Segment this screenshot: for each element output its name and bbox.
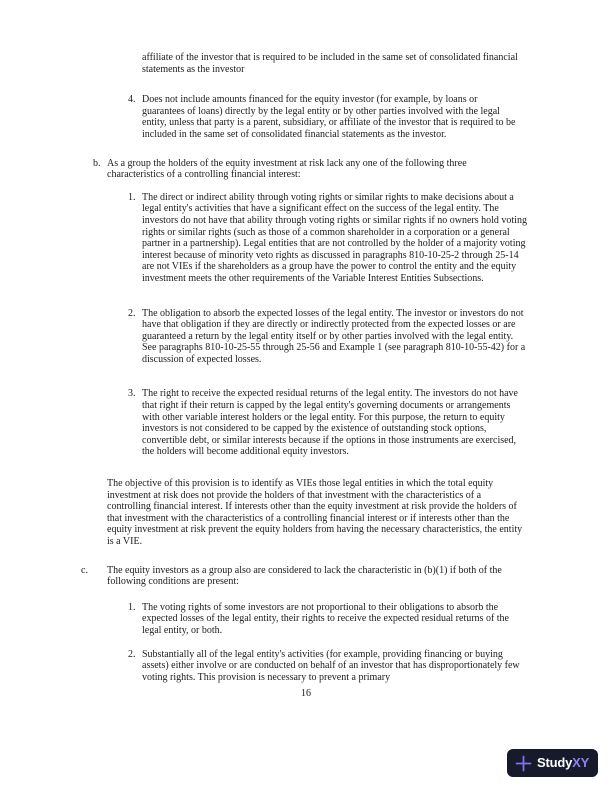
list-item-b1-text: The direct or indirect ability through voting rights or similar rights to make decisions about a legal entity's activities that have a significant effect on the success of the legal entity. The investors do not have that ability through voting rights or similar rights if no owners hold voting rights or similar rights (such as those of a common shareholder in a corporation or a general partner in a partnership). Legal entities that are not controlled by the holder of a majority voting interest because of minority veto rights as discussed in paragraphs 810-10-25-2 through 25-14 are not VIEs if the shareholders as a group have the power to control the entity and the equity investment meets the other requirements of the Variable Interest Entities Subsections. — [142, 191, 527, 284]
list-item-4-text: Does not include amounts financed for the equity investor (for example, by loans or guarantees of loans) directly by the legal entity or by other parties involved with the legal entity, unless that party is a parent, subsidiary, or affiliate of the investor that is required to be included in the same set of consolidated financial statements as the investor. — [142, 94, 516, 140]
list-item-4-label: 4. — [128, 94, 136, 106]
list-item-b2-text: The obligation to absorb the expected losses of the legal entity. The investor or investors do not have that obligation if they are directly or indirectly protected from the expected losses or are guaranteed a return by the legal entity itself or by other parties involved with the legal entity. See paragraphs 810-10-25-55 through 25-56 and Example 1 (see paragraph 810-10-55-42) for a discussion of expected losses. — [142, 307, 526, 365]
list-item-b1 — [128, 192, 612, 285]
studyxy-logo — [507, 749, 598, 777]
list-item-b3 — [128, 388, 612, 458]
continuation-paragraph: affiliate of the investor that is required to be included in the same set of consolidated financial statements as the investor — [142, 52, 518, 75]
list-item-c2-text: Substantially all of the legal entity's activities (for example, providing financing or buying assets) either involve or are conducted on behalf of an investor that has disproportionately few voting rights. This provision is necessary to prevent a primary — [142, 648, 520, 683]
list-item-b-text: As a group the holders of the equity investment at risk lack any one of the following three characteristics of a controlling financial interest: — [107, 157, 467, 181]
list-item-c1-label: 1. — [128, 601, 136, 613]
list-item-b3-text: The right to receive the expected residual returns of the legal entity. The investors do not have that right if their return is capped by the legal entity's governing documents or arrangements with other variable interest holders or the legal entity. For this purpose, the return to equity investors is not considered to be capped by the existence of outstanding stock options, convertible debt, or similar interests because if the options in those instruments are exercised, the holders will become additional equity investors. — [142, 388, 518, 458]
plus-icon — [515, 755, 532, 772]
page-number: 16 — [301, 688, 311, 700]
list-item-b — [93, 158, 612, 181]
list-item-c-label: c. — [81, 564, 88, 576]
list-item-b1-label: 1. — [128, 191, 136, 203]
logo-text — [537, 757, 589, 769]
list-item-b3-label: 3. — [128, 388, 136, 400]
list-item-b2 — [128, 308, 612, 366]
list-item-c2 — [128, 649, 612, 684]
list-item-b2-label: 2. — [128, 307, 136, 319]
list-item-c-text: The equity investors as a group also are considered to lack the characteristic in (b)(1) if both of the following conditions are present: — [107, 564, 502, 588]
logo-text-xy: XY — [572, 755, 590, 771]
list-item-c — [81, 565, 612, 588]
list-item-c1-text: The voting rights of some investors are not proportional to their obligations to absorb the expected losses of the legal entity, their rights to receive the expected residual returns of the legal entity, or both. — [142, 601, 509, 636]
list-item-c1 — [128, 602, 612, 637]
objective-paragraph: The objective of this provision is to identify as VIEs those legal entities in which the total equity investment at risk does not provide the holders of that investment with the characteristics of a controlling financial interest. If interests other than the equity investment at risk provide the holders of that investment with the characteristics of a controlling financial interest or if interests other than the equity investment at risk prevent the equity holders from having the necessary characteristics, the entity is a VIE. — [107, 478, 523, 547]
logo-text-study: Study — [537, 755, 573, 771]
list-item-b-label: b. — [93, 157, 101, 169]
list-item-c2-label: 2. — [128, 648, 136, 660]
list-item-4 — [128, 94, 612, 140]
